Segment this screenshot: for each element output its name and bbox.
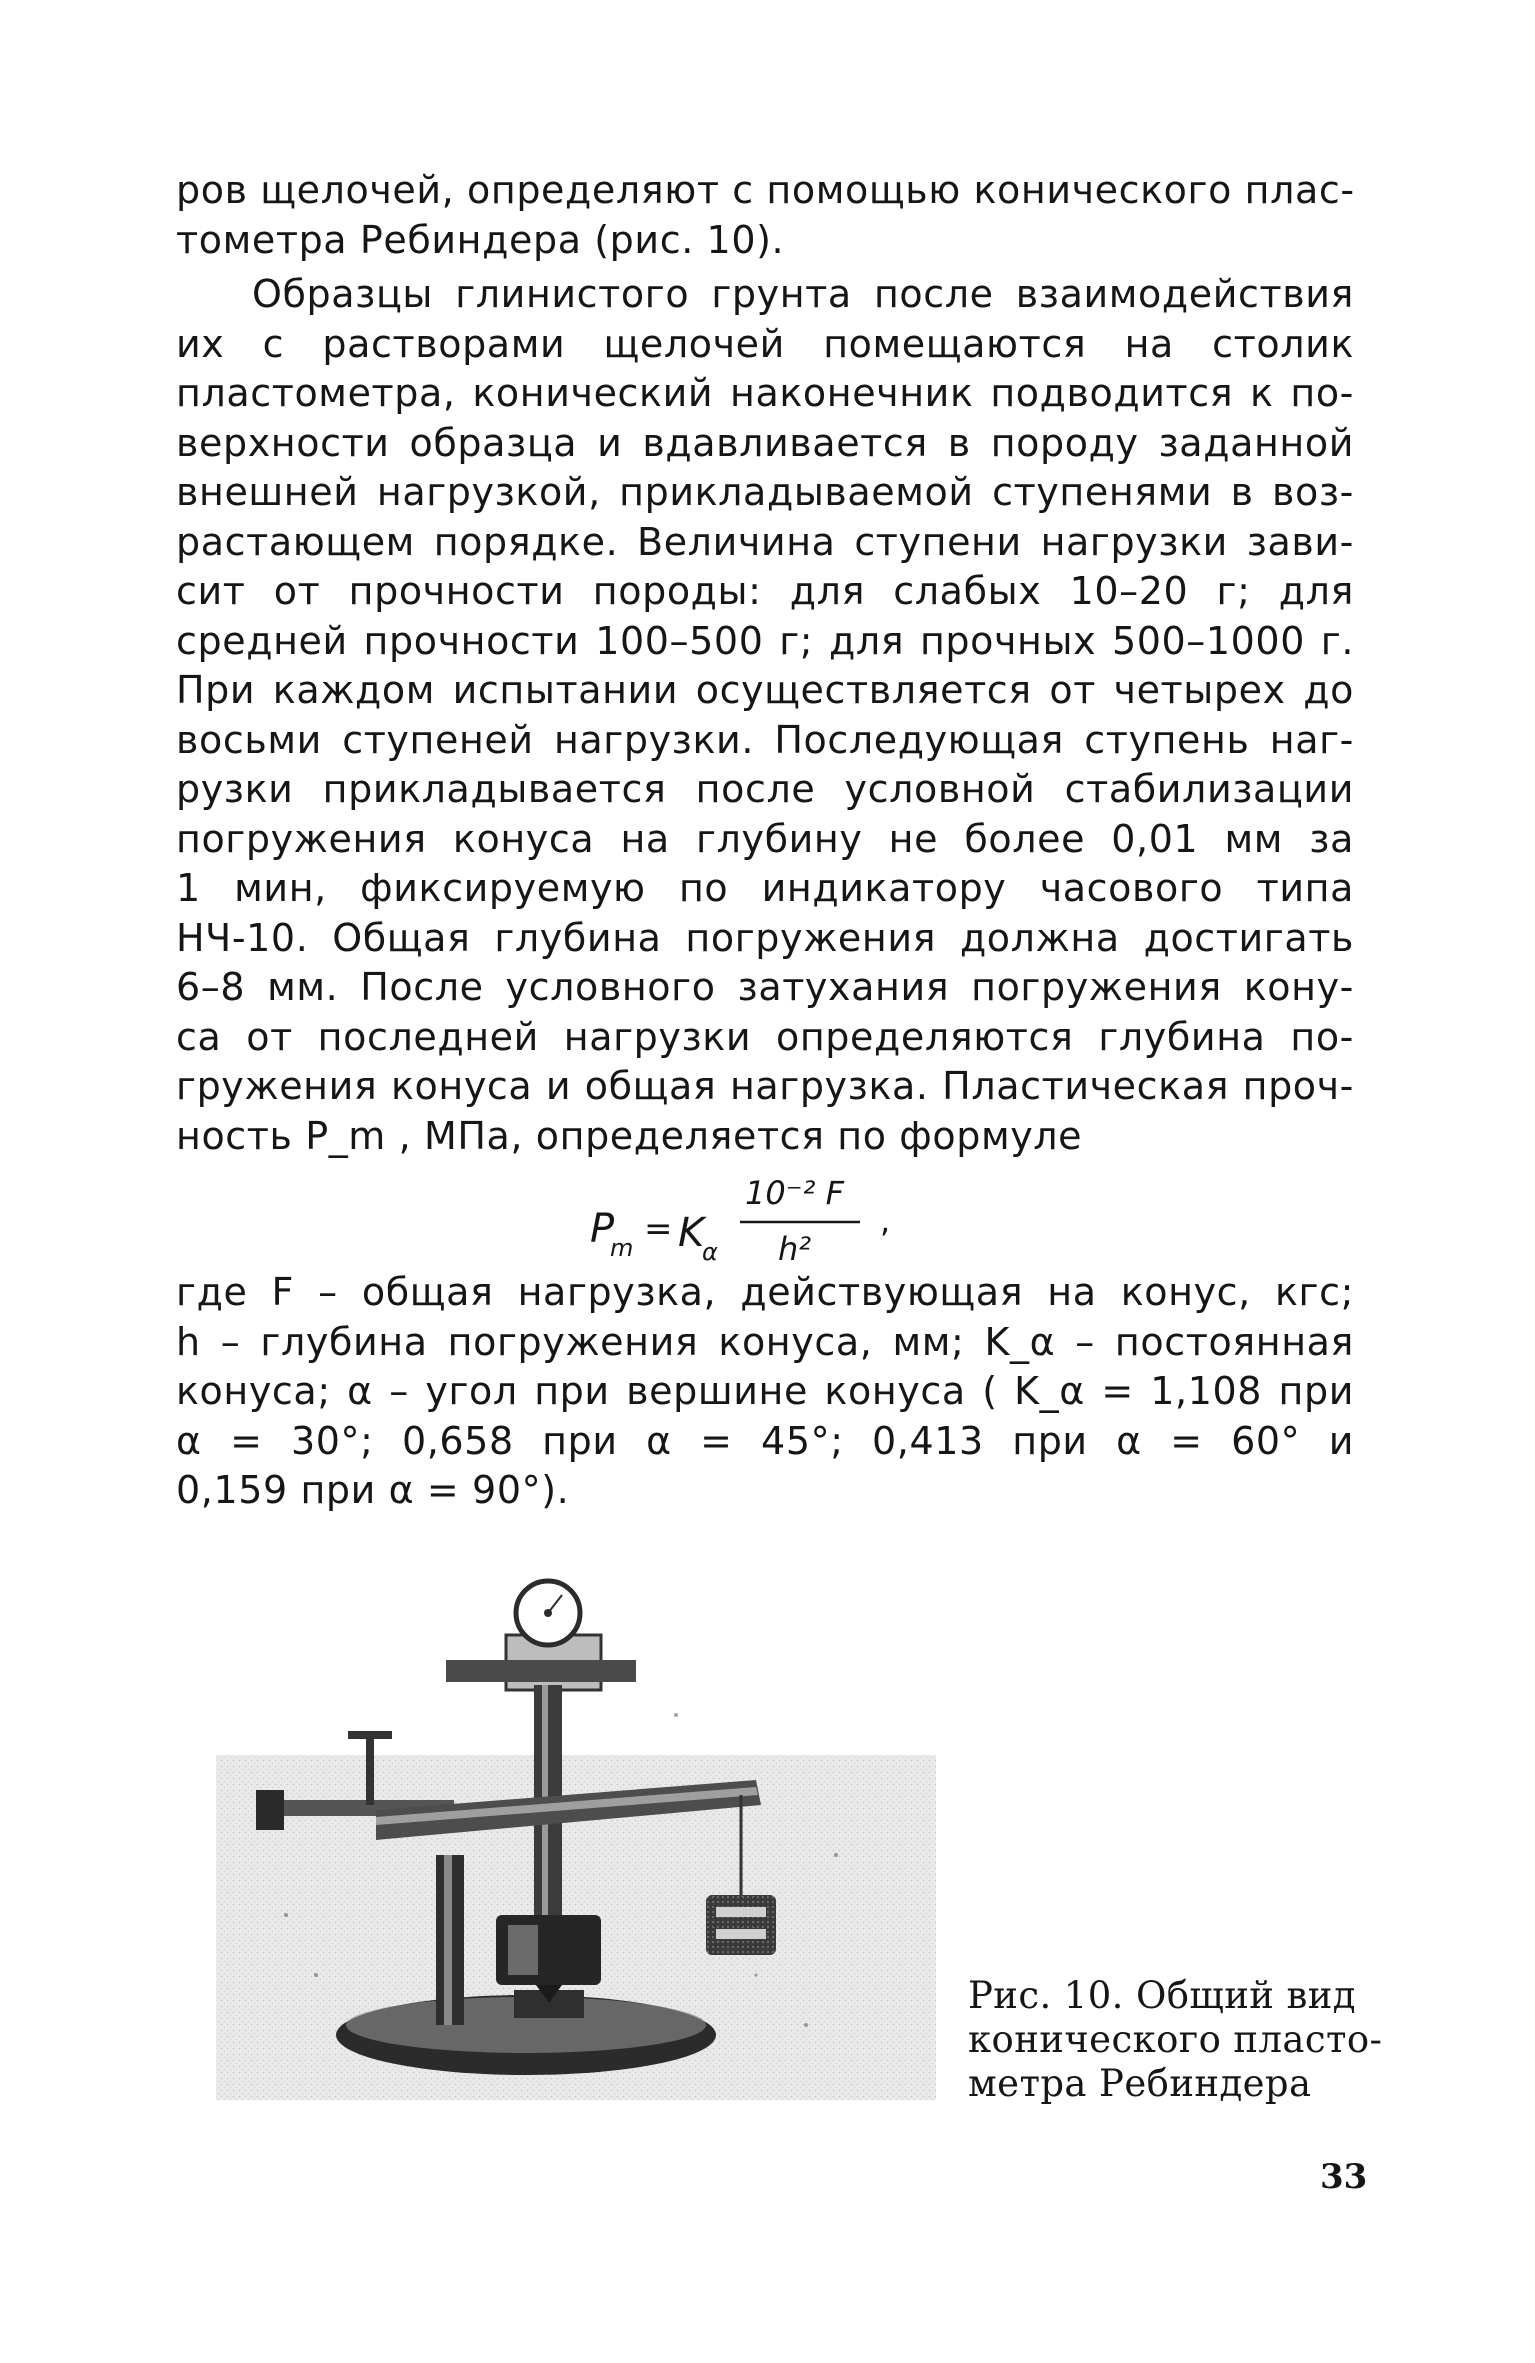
hanging-weight bbox=[706, 1895, 776, 1955]
caption-line: конического пласто- bbox=[968, 2018, 1383, 2061]
text-line: где F – общая нагрузка, действующая на конус, кгс; bbox=[176, 1270, 1354, 1314]
paragraph-method bbox=[176, 270, 1354, 1161]
text-line: 1 мин, фиксируемую по индикатору часового типа bbox=[176, 866, 1354, 910]
text-line: средней прочности 100–500 г; для прочных 500–1000 г. bbox=[176, 618, 1354, 663]
text-line: 6–8 мм. После условного затухания погружения кону- bbox=[176, 965, 1354, 1009]
formula-denominator: h² bbox=[778, 1230, 812, 1268]
text-line: верхности образца и вдавливается в породу заданной bbox=[176, 420, 1354, 465]
paragraph-intro bbox=[176, 166, 1354, 265]
formula-coefficient: K bbox=[678, 1210, 705, 1256]
text-line: внешней нагрузкой, прикладываемой ступенями в воз- bbox=[176, 470, 1354, 514]
plastometer-photo bbox=[196, 1555, 941, 2100]
text-line: погружения конуса на глубину не более 0,01 мм за bbox=[176, 816, 1354, 861]
plastic-strength-formula bbox=[560, 1162, 980, 1272]
text-line: их с растворами щелочей помещаются на столик bbox=[176, 321, 1354, 366]
text-line: При каждом испытании осуществляется от четырех до bbox=[176, 668, 1354, 712]
formula-equals: = bbox=[644, 1209, 673, 1249]
text-line: пластометра, конический наконечник подводится к по- bbox=[176, 371, 1354, 415]
formula-lhs: P bbox=[590, 1206, 615, 1252]
paragraph-definitions bbox=[176, 1268, 1354, 1516]
text-line: сит от прочности породы: для слабых 10–20 г; для bbox=[176, 569, 1354, 613]
text-line: гружения конуса и общая нагрузка. Пластическая проч- bbox=[176, 1064, 1354, 1108]
text-line: конуса; α – угол при вершине конуса ( K_α = 1,108 при bbox=[176, 1369, 1354, 1413]
text-line: Образцы глинистого грунта после взаимодействия bbox=[252, 272, 1354, 316]
formula-trailing: , bbox=[880, 1202, 891, 1240]
formula-numerator: 10⁻² F bbox=[745, 1174, 845, 1212]
text-line: h – глубина погружения конуса, мм; K_α – постоянная bbox=[176, 1319, 1354, 1364]
text-line: растающем порядке. Величина ступени нагрузки зави- bbox=[176, 519, 1354, 564]
formula-coefficient-subscript: α bbox=[702, 1238, 718, 1266]
text-line: ность P_m , МПа, определяется по формуле bbox=[176, 1113, 1083, 1158]
page-number: 33 bbox=[1320, 2157, 1368, 2197]
text-line: НЧ-10. Общая глубина погружения должна достигать bbox=[176, 915, 1354, 960]
formula-lhs-subscript: m bbox=[610, 1234, 634, 1262]
text-line: восьми ступеней нагрузки. Последующая ступень наг- bbox=[176, 717, 1354, 762]
caption-line: метра Ребиндера bbox=[968, 2062, 1312, 2105]
text-line: 0,159 при α = 90°). bbox=[176, 1468, 570, 1512]
text-line: ров щелочей, определяют с помощью конического плас- bbox=[176, 168, 1355, 212]
text-line: тометра Ребиндера (рис. 10). bbox=[176, 217, 785, 262]
text-line: са от последней нагрузки определяются глубина по- bbox=[176, 1014, 1354, 1059]
figure-caption bbox=[968, 1974, 1383, 2106]
left-clamp bbox=[256, 1790, 284, 1830]
text-line: α = 30°; 0,658 при α = 45°; 0,413 при α = 60° и bbox=[176, 1418, 1354, 1463]
caption-line: Рис. 10. Общий вид bbox=[968, 1974, 1356, 2017]
text-line: рузки прикладывается после условной стабилизации bbox=[176, 767, 1354, 811]
